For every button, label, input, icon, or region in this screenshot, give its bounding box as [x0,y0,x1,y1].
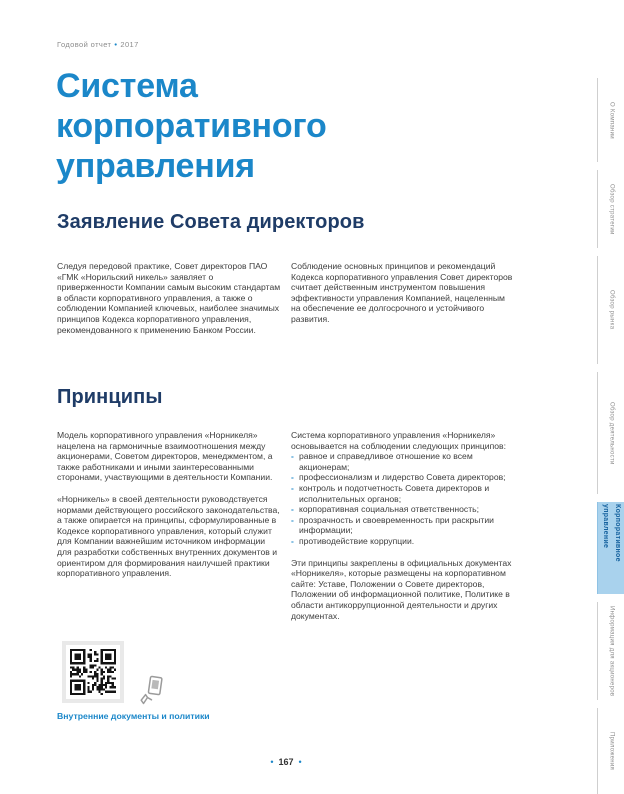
principles-outro: Эти принципы закреплены в официальных документах «Норникеля», которые размещены на корпоративном сайте: Уставе, Положении о Совете директоров, Положении об информационной политике, Политике в области антикоррупционной деятельности и других документах. [291,557,512,621]
statement-columns [57,261,515,335]
page-number-value: 167 [278,757,294,767]
tab-label: Приложения [608,731,615,771]
principle-item: - прозрачность и своевременность при раскрытии информации; [291,515,515,536]
tab-informatsiya-dlya-aktsionerov[interactable] [597,602,624,700]
tab-prilozheniya[interactable] [597,708,624,794]
principle-item: - профессионализм и лидерство Совета директоров; [291,472,515,483]
principles-intro: Система корпоративного управления «Норникеля» основывается на соблюдении следующих принципов: [291,430,506,451]
principles-paragraph-1: Модель корпоративного управления «Норникеля» нацелена на гармоничные взаимоотношения между акционерами, Советом директоров, менеджментом, а также работниками и иными заинтересованными сторонами, участвующими в деятельности Компании. [57,430,273,483]
tab-label: Обзор рынка [608,290,615,330]
statement-paragraph-1: Следуя передовой практике, Совет директоров ПАО «ГМК «Норильский никель» заявляет о приверженности Компании самым высоким стандартам в области корпоративного управления, а также о соблюдении Компанией ключевых, наиболее значимых принципов Кодекса корпоративного управления, рекомендованного к применению Банком России. [57,261,281,335]
tab-label: Обзор стратегии [608,183,615,235]
principles-columns [57,430,515,621]
tab-label: Корпоративное управление [602,503,621,562]
statement-col-2 [291,261,515,335]
tab-obzor-deyatelnosti[interactable] [597,372,624,494]
principle-item: - равное и справедливое отношение ко всем акционерам; [291,451,515,472]
tab-korporativnoe-upravlenie[interactable] [597,502,624,594]
principles-paragraph-2: «Норникель» в своей деятельности руководствуется нормами действующего российского законодательства, а также опирается на принципы, сформулированные в Кодексе корпоративного управления, который служит для Компании важнейшим источником информации для разработки собственных внутренних документов и ориентиром для формирования наилучшей практики корпоративного управления. [57,493,280,579]
page-number [57,757,515,767]
principle-item: - контроль и подотчетность Совета директоров и исполнительных органов; [291,483,515,504]
principles-list [291,451,515,546]
principles-heading: Принципы [57,386,163,408]
report-name: Годовой отчет [57,40,112,49]
section-tabs-sidebar [597,78,624,794]
principle-item: - противодействие коррупции. [291,536,515,547]
principles-col-1 [57,430,281,621]
tab-obzor-strategii[interactable] [597,170,624,248]
internal-documents-link[interactable]: Внутренние документы и политики [57,711,210,721]
page-number-bullet-left: • [270,757,274,767]
tab-label: О Компании [608,101,615,139]
page-number-bullet-right: • [298,757,302,767]
statement-heading: Заявление Совета директоров [57,211,365,233]
principle-item: - корпоративная социальная ответственность; [291,504,515,515]
statement-paragraph-2: Соблюдение основных принципов и рекомендаций Кодекса корпоративного управления Совет директоров считает действенным инструментом повышения эффективности управления Компанией, нацеленным на обеспечение ее долгосрочного и устойчивого развития. [291,261,513,324]
report-year: 2017 [120,40,139,49]
qr-code-icon [66,645,120,699]
report-header [57,40,139,49]
tab-obzor-rynka[interactable] [597,256,624,364]
tab-o-kompanii[interactable] [597,78,624,162]
statement-col-1 [57,261,281,335]
qr-code-frame [62,641,124,703]
tab-label: Информация для акционеров [608,605,615,697]
page-title: Система корпоративного управления [56,67,327,185]
hand-holding-phone-icon [138,674,166,706]
header-bullet-icon: • [114,40,118,49]
principles-col-2 [291,430,515,621]
tab-label: Обзор деятельности [608,401,615,465]
